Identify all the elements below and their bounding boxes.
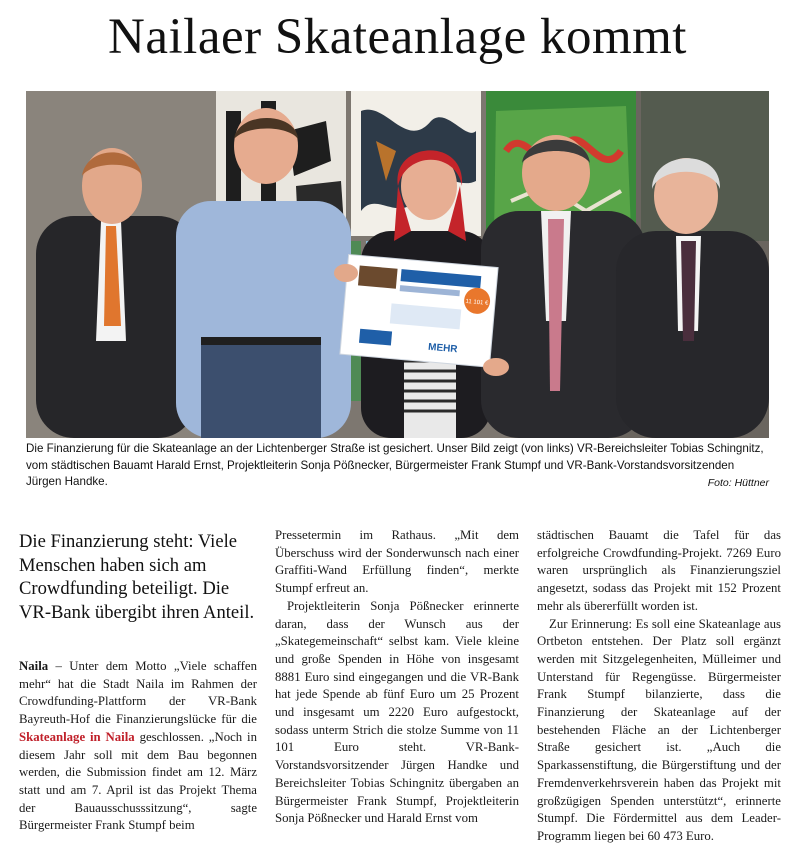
- paragraph-1-part-a: – Unter dem Motto „Viele schaffen mehr“ hat die Stadt Naila im Rahmen der Crowdfunding-Plattform der VR-Bank Bayreuth-Hof die Finanzierungslücke für die: [19, 659, 257, 727]
- donation-check: [340, 254, 498, 367]
- caption-text: Die Finanzierung für die Skateanlage an der Lichtenberger Straße ist gesichert. Unser Bild zeigt (von links) VR-Bereichsleiter Tobias Schingnitz, vom städtischen Bauamt Harald Ernst, Projektleiterin Sonja Pößnecker, Bürgermeister Frank Stumpf und VR-Bank-Vorstandsvorsitzenden Jürgen Handke.: [26, 442, 764, 488]
- check-bank-word: MEHR: [427, 341, 458, 356]
- dateline: Naila: [19, 659, 49, 673]
- article-paragraph-continued: städtischen Bauamt die Tafel für das erfolgreiche Crowdfunding-Projekt. 7269 Euro waren ursprünglich als Finanzierungsziel angesetzt, sodass das Projekt mit 152 Prozent mehr als übererfüllt worden ist.: [537, 528, 781, 613]
- article-column-2: [275, 527, 519, 828]
- paragraph-1-part-b: geschlossen. „Noch in diesem Jahr soll mit dem Bau begonnen werden, die Submission findet am 12. März statt und am 7. April ist das Projekt Thema der Bauausschusssitzung“, sagte Bürgermeister Frank Stumpf beim: [19, 729, 258, 833]
- check-amount: 11 101 €: [465, 298, 489, 307]
- article-paragraph-3: Zur Erinnerung: Es soll eine Skateanlage aus Ortbeton entstehen. Der Platz soll ergänzt werden mit Sitzgelegenheiten, Mülleimer und Unterstand für Regengüsse. Bürgermeister Frank Stumpf bilanzierte, dass die Finanzierung der Skateanlage auf der bestehenden Fläche an der Lichtenberger Straße gesichert ist. „Auch die Sparkassenstiftung, die Bürgerstiftung und der Fremdenverkehrsverein haben das Projekt mit großzügigen Spenden unterstützt“, erinnerte Stumpf. Die Fördermittel aus dem Leader-Programm liegen bei 60 473 Euro.: [537, 616, 781, 843]
- skateanlage-link[interactable]: Skateanlage in Naila: [19, 729, 135, 744]
- article-column-3: [537, 527, 781, 846]
- photo-illustration: [26, 91, 769, 438]
- article-lead: Die Finanzierung steht: Viele Menschen haben sich am Crowdfunding beteiligt. Die VR-Bank übergibt ihren Anteil.: [19, 531, 255, 623]
- article-paragraph-1: [19, 658, 257, 835]
- photo-caption: [26, 441, 769, 492]
- article-photo: [26, 91, 769, 438]
- article-column-1: [19, 658, 257, 835]
- article-paragraph-2: Projektleiterin Sonja Pößnecker erinnerte daran, dass der Wunsch aus der „Skategemeinschaft“ selbst kam. Viele kleine und große Spenden in Höhe von insgesamt 8881 Euro sind eingegangen und die VR-Bank hat jede Spende ab fünf Euro um 25 Prozent und insgesamt um 2220 Euro aufgestockt, sodass unterm Strich die stolze Summe von 11 101 Euro steht. VR-Bank-Vorstandsvorsitzender Jürgen Handke und Bereichsleiter Tobias Schingnitz übergaben an Bürgermeister Frank Stumpf, Projektleiterin Sonja Pößnecker und Harald Ernst vom: [275, 598, 519, 826]
- article-paragraph-continued: Pressetermin im Rathaus. „Mit dem Überschuss wird der Sonderwunsch nach einer Graffiti-Wand Erfüllung finden“, merkte Stumpf erfreut an.: [275, 528, 519, 596]
- headline: Nailaer Skateanlage kommt: [108, 9, 687, 65]
- photo-credit: Foto: Hüttner: [707, 477, 769, 489]
